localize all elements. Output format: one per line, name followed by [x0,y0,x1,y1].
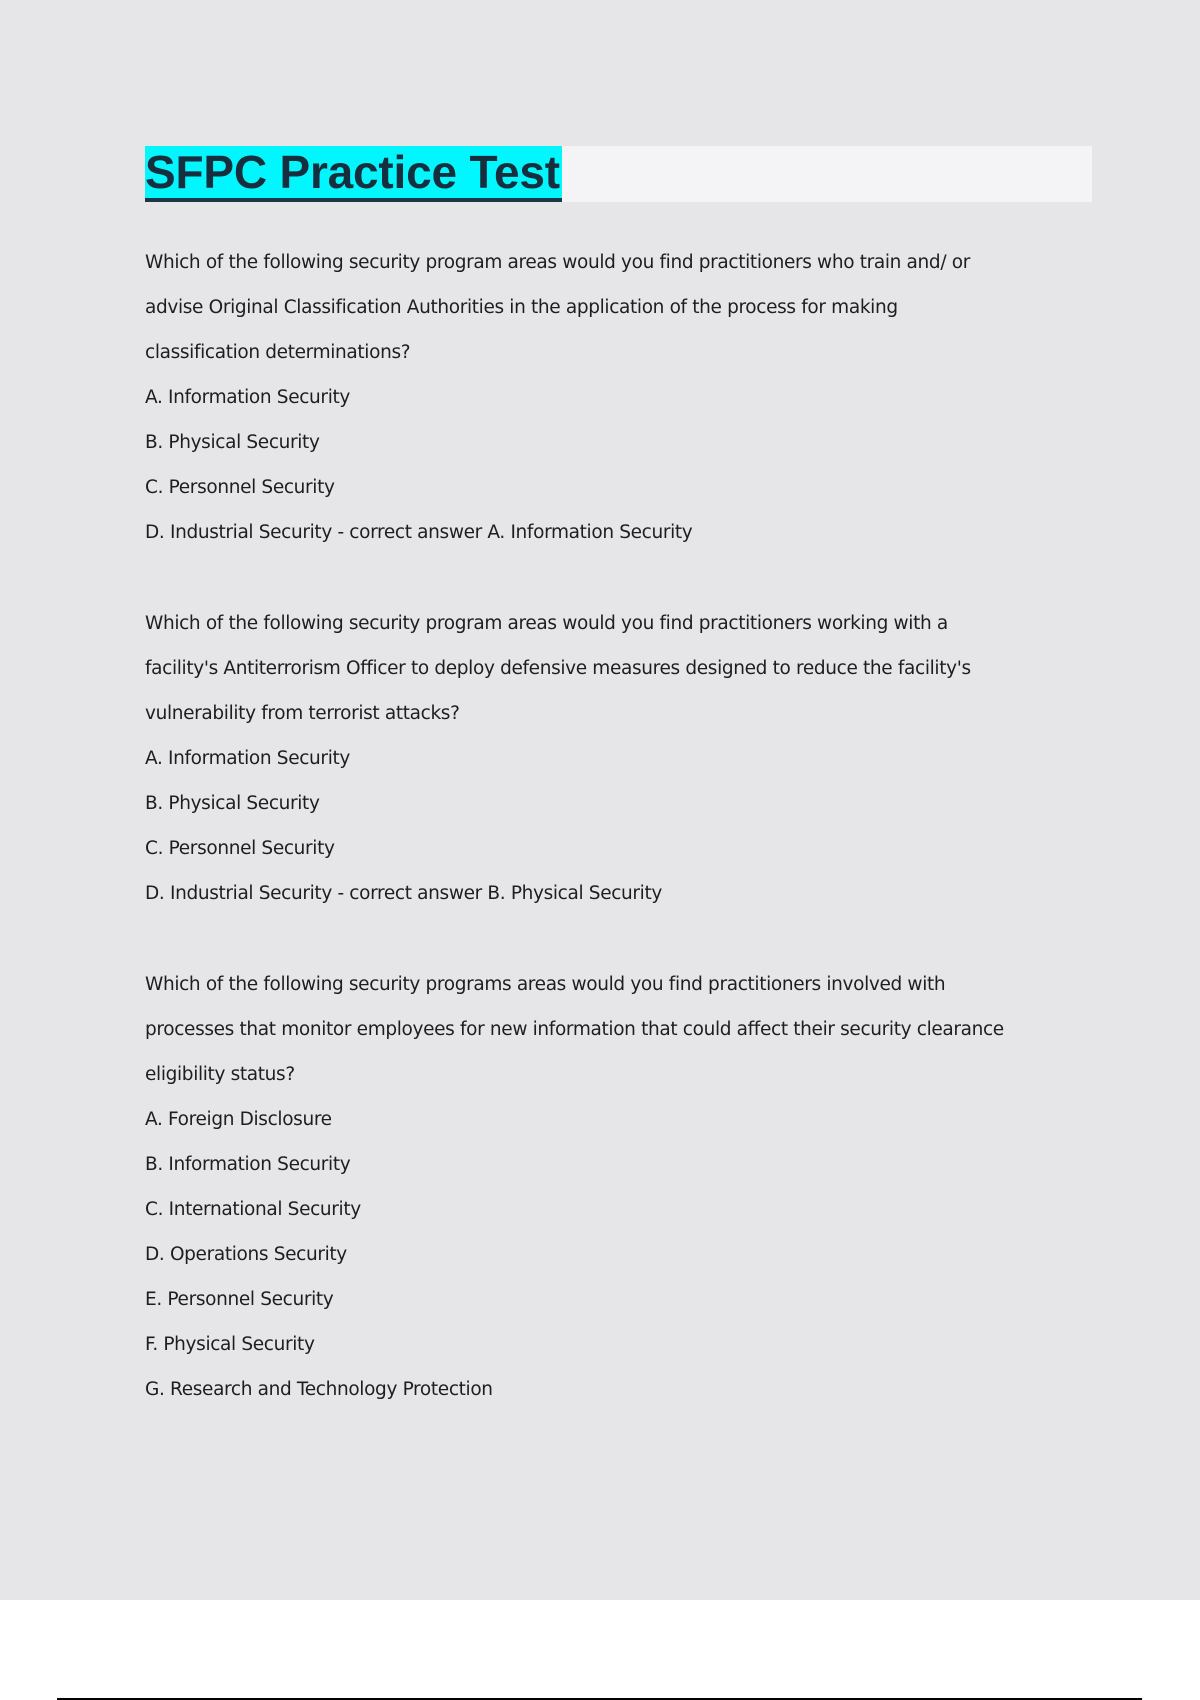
answer-option: D. Operations Security [145,1244,347,1265]
questions-list [145,240,1045,1458]
answer-option: C. Personnel Security [145,838,335,859]
answer-option: F. Physical Security [145,1334,315,1355]
answer-option: B. Information Security [145,1154,351,1175]
question-text: Which of the following security program areas would you find practitioners working with a facility's Antiterrorism Officer to deploy defensive measures designed to reduce the facility's vulnerability from terrorist attacks? [145,613,971,724]
question-2 [145,601,1045,916]
answer-option: A. Foreign Disclosure [145,1109,332,1130]
answer-option: C. Personnel Security [145,477,335,498]
question-1 [145,240,1045,555]
answer-option: B. Physical Security [145,793,320,814]
answer-option: D. Industrial Security - correct answer B. Physical Security [145,883,662,904]
answer-option: A. Information Security [145,387,350,408]
answer-option: G. Research and Technology Protection [145,1379,493,1400]
answer-option: A. Information Security [145,748,350,769]
question-text: Which of the following security program areas would you find practitioners who train and/ or advise Original Classification Authorities in the application of the process for making classification determinations? [145,252,970,363]
answer-option: E. Personnel Security [145,1289,334,1310]
question-text: Which of the following security programs areas would you find practitioners involved with processes that monitor employees for new information that could affect their security clearance eligibility status? [145,974,1004,1085]
answer-option: D. Industrial Security - correct answer A. Information Security [145,522,693,543]
answer-option: C. International Security [145,1199,361,1220]
answer-option: B. Physical Security [145,432,320,453]
question-3 [145,962,1045,1412]
page-title: SFPC Practice Test [145,146,562,202]
